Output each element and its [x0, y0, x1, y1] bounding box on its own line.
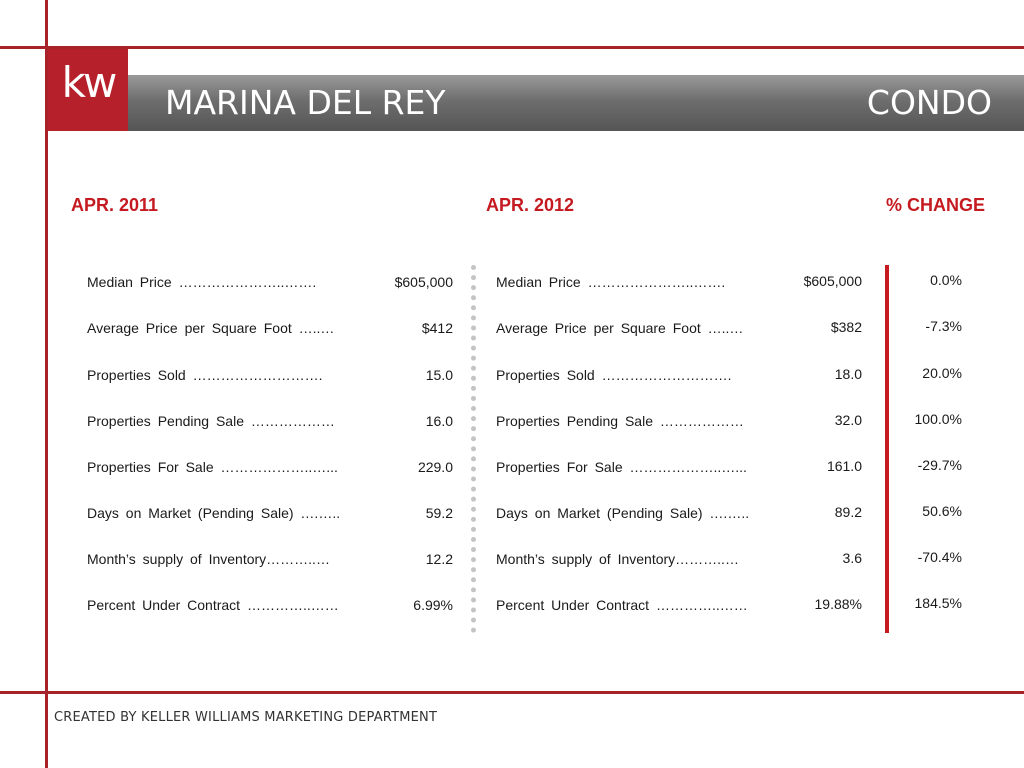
row-value-2011: 12.2 — [425, 551, 453, 567]
kw-logo — [48, 49, 128, 131]
column-header-2011: APR. 2011 — [71, 195, 159, 215]
column-header-2012: APR. 2012 — [486, 195, 575, 215]
row-value-change: 100.0% — [914, 411, 962, 427]
row-label-2011: Average Price per Square Foot …..… — [87, 320, 335, 336]
row-value-2012: 18.0 — [834, 366, 862, 382]
row-value-2011: 16.0 — [425, 413, 453, 429]
row-value-2011: 59.2 — [425, 505, 453, 521]
row-value-2012: 3.6 — [842, 550, 862, 566]
row-value-2012: 32.0 — [834, 412, 862, 428]
row-label-2012: Percent Under Contract …………..…… — [496, 597, 748, 613]
row-label-2011: Properties Pending Sale ……………… — [87, 413, 335, 429]
row-label-2011: Properties Sold ………………………. — [87, 367, 323, 383]
row-value-change: 184.5% — [914, 595, 962, 611]
row-label-2011: Month’s supply of Inventory………..… — [87, 551, 330, 567]
row-value-2012: 19.88% — [814, 596, 862, 612]
footer-credit: CREATED BY KELLER WILLIAMS MARKETING DEPARTMENT — [54, 710, 438, 725]
kw-logo-text: kw — [61, 58, 115, 107]
row-value-2011: $605,000 — [394, 274, 453, 290]
row-value-change: -70.4% — [917, 549, 962, 565]
row-value-change: -7.3% — [925, 318, 962, 334]
row-value-2011: 229.0 — [417, 459, 453, 475]
row-value-2011: 15.0 — [425, 367, 453, 383]
column-header-change: % CHANGE — [886, 195, 986, 215]
row-label-2012: Median Price …………………..……. — [496, 274, 726, 290]
row-value-2012: 89.2 — [834, 504, 862, 520]
bottom-red-rule — [0, 691, 1024, 694]
row-value-2012: $605,000 — [803, 273, 862, 289]
row-label-2012: Average Price per Square Foot …..… — [496, 320, 744, 336]
row-label-2011: Median Price …………………..……. — [87, 274, 317, 290]
row-value-change: -29.7% — [917, 457, 962, 473]
row-label-2012: Properties For Sale ………………..…... — [496, 459, 747, 475]
row-value-change: 0.0% — [930, 272, 962, 288]
row-value-2012: $382 — [830, 319, 862, 335]
top-red-rule — [0, 46, 1024, 49]
property-type-title: CONDO — [866, 83, 992, 122]
row-label-2011: Properties For Sale ………………..…... — [87, 459, 338, 475]
row-label-2011: Percent Under Contract …………..…… — [87, 597, 339, 613]
row-value-2011: 6.99% — [413, 597, 453, 613]
row-value-2012: 161.0 — [826, 458, 862, 474]
page-title: MARINA DEL REY — [165, 83, 446, 122]
row-label-2011: Days on Market (Pending Sale) ….….. — [87, 505, 341, 521]
row-value-change: 50.6% — [922, 503, 962, 519]
row-label-2012: Properties Sold ………………………. — [496, 367, 732, 383]
row-value-2011: $412 — [421, 320, 453, 336]
dotted-column-divider — [471, 265, 476, 633]
row-label-2012: Month’s supply of Inventory………..… — [496, 551, 739, 567]
row-label-2012: Properties Pending Sale ……………… — [496, 413, 744, 429]
row-value-change: 20.0% — [922, 365, 962, 381]
row-label-2012: Days on Market (Pending Sale) ….….. — [496, 505, 750, 521]
